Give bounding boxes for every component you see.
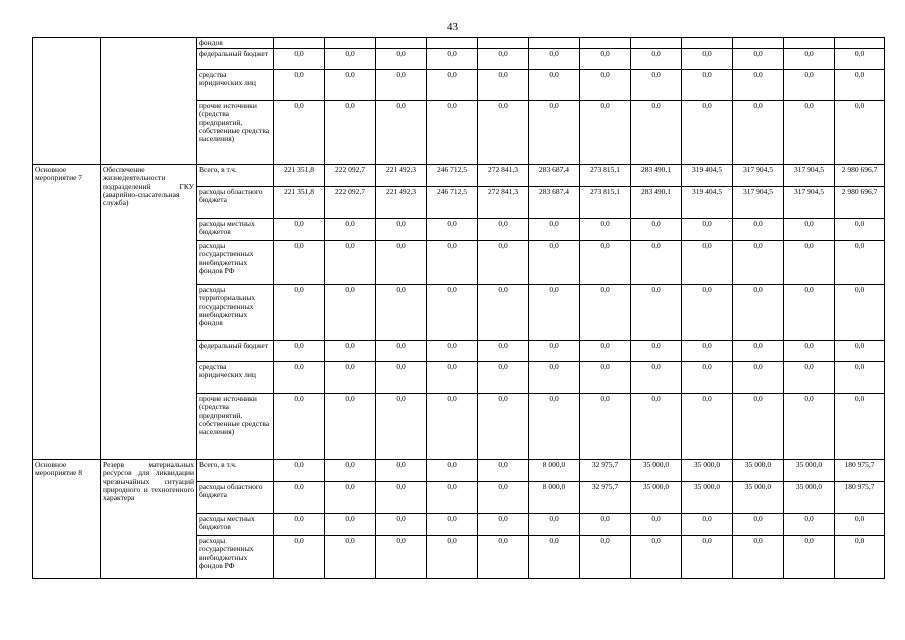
value-cell (835, 38, 885, 49)
value-cell: 0,0 (733, 341, 784, 362)
value-cell: 0,0 (682, 101, 733, 165)
funding-source: федеральный бюджет (197, 341, 274, 362)
value-cell: 0,0 (427, 219, 478, 241)
value-cell: 0,0 (325, 460, 376, 482)
value-cell: 0,0 (274, 285, 325, 341)
value-cell: 0,0 (376, 536, 427, 579)
value-cell: 35 000,0 (682, 460, 733, 482)
value-cell: 0,0 (376, 49, 427, 70)
value-cell: 0,0 (784, 362, 835, 394)
value-cell: 0,0 (835, 285, 885, 341)
value-cell: 0,0 (427, 241, 478, 285)
value-cell: 0,0 (631, 536, 682, 579)
value-cell: 0,0 (427, 49, 478, 70)
measure-label: Основное мероприятие 8 (33, 460, 101, 579)
value-cell: 317 904,5 (733, 187, 784, 219)
value-cell (580, 38, 631, 49)
value-cell: 2 980 696,7 (835, 165, 885, 187)
value-cell: 0,0 (325, 70, 376, 101)
value-cell: 0,0 (427, 514, 478, 536)
value-cell: 283 490,1 (631, 187, 682, 219)
value-cell: 0,0 (478, 536, 529, 579)
table-body (33, 38, 885, 579)
value-cell: 0,0 (835, 49, 885, 70)
value-cell: 0,0 (784, 101, 835, 165)
value-cell (529, 38, 580, 49)
value-cell: 0,0 (682, 49, 733, 70)
value-cell: 0,0 (682, 285, 733, 341)
value-cell: 0,0 (631, 341, 682, 362)
value-cell: 0,0 (529, 70, 580, 101)
value-cell: 0,0 (376, 482, 427, 514)
value-cell: 0,0 (784, 536, 835, 579)
value-cell: 283 687,4 (529, 165, 580, 187)
page-number: 43 (447, 21, 458, 33)
value-cell: 0,0 (325, 362, 376, 394)
value-cell: 0,0 (427, 394, 478, 460)
value-cell: 0,0 (682, 341, 733, 362)
value-cell: 0,0 (682, 514, 733, 536)
value-cell: 8 000,0 (529, 482, 580, 514)
value-cell: 0,0 (376, 514, 427, 536)
value-cell: 0,0 (274, 394, 325, 460)
value-cell: 0,0 (478, 70, 529, 101)
funding-source: федеральный бюджет (197, 49, 274, 70)
value-cell: 0,0 (682, 219, 733, 241)
value-cell: 0,0 (325, 482, 376, 514)
table-row (33, 460, 885, 482)
value-cell: 0,0 (376, 394, 427, 460)
value-cell: 0,0 (835, 241, 885, 285)
value-cell: 0,0 (478, 482, 529, 514)
value-cell: 0,0 (733, 514, 784, 536)
value-cell: 319 404,5 (682, 165, 733, 187)
value-cell: 222 092,7 (325, 165, 376, 187)
value-cell: 0,0 (274, 101, 325, 165)
value-cell: 0,0 (529, 285, 580, 341)
value-cell: 0,0 (478, 514, 529, 536)
funding-source: расходы областного бюджета (197, 187, 274, 219)
value-cell: 35 000,0 (733, 460, 784, 482)
value-cell: 0,0 (325, 219, 376, 241)
value-cell: 0,0 (376, 70, 427, 101)
table-row (33, 165, 885, 187)
value-cell: 0,0 (733, 219, 784, 241)
value-cell: 0,0 (478, 241, 529, 285)
value-cell: 0,0 (733, 70, 784, 101)
value-cell: 0,0 (529, 536, 580, 579)
value-cell: 35 000,0 (784, 460, 835, 482)
value-cell (682, 38, 733, 49)
value-cell: 0,0 (835, 536, 885, 579)
value-cell: 0,0 (631, 49, 682, 70)
value-cell: 317 904,5 (784, 187, 835, 219)
value-cell: 0,0 (325, 101, 376, 165)
value-cell: 0,0 (274, 482, 325, 514)
value-cell: 0,0 (529, 241, 580, 285)
value-cell: 0,0 (580, 101, 631, 165)
funding-source: расходы государственных внебюджетных фондов РФ (197, 536, 274, 579)
funding-source: расходы областного бюджета (197, 482, 274, 514)
value-cell: 0,0 (580, 219, 631, 241)
value-cell: 0,0 (325, 514, 376, 536)
value-cell: 0,0 (529, 362, 580, 394)
value-cell: 0,0 (478, 219, 529, 241)
value-cell: 221 492,3 (376, 187, 427, 219)
value-cell: 0,0 (580, 536, 631, 579)
value-cell: 0,0 (682, 394, 733, 460)
value-cell: 0,0 (478, 394, 529, 460)
value-cell: 0,0 (376, 341, 427, 362)
value-cell: 0,0 (784, 514, 835, 536)
value-cell (427, 38, 478, 49)
measure-label (33, 38, 101, 165)
value-cell: 0,0 (784, 341, 835, 362)
value-cell: 0,0 (274, 362, 325, 394)
value-cell: 0,0 (427, 70, 478, 101)
value-cell: 0,0 (529, 394, 580, 460)
value-cell: 0,0 (274, 241, 325, 285)
value-cell: 0,0 (733, 101, 784, 165)
value-cell: 0,0 (733, 241, 784, 285)
value-cell: 0,0 (478, 460, 529, 482)
value-cell: 319 404,5 (682, 187, 733, 219)
funding-source: Всего, в т.ч. (197, 165, 274, 187)
value-cell: 0,0 (376, 219, 427, 241)
value-cell: 35 000,0 (733, 482, 784, 514)
budget-table (32, 37, 885, 579)
value-cell: 35 000,0 (784, 482, 835, 514)
value-cell: 0,0 (631, 362, 682, 394)
funding-source: прочие источники (средства предприятий, собственные средства населения) (197, 394, 274, 460)
value-cell: 221 351,8 (274, 165, 325, 187)
value-cell: 0,0 (580, 241, 631, 285)
value-cell: 272 841,3 (478, 165, 529, 187)
value-cell: 221 351,8 (274, 187, 325, 219)
value-cell: 0,0 (835, 219, 885, 241)
value-cell: 0,0 (325, 49, 376, 70)
value-cell: 35 000,0 (631, 482, 682, 514)
value-cell: 0,0 (733, 362, 784, 394)
value-cell: 2 980 696,7 (835, 187, 885, 219)
value-cell: 0,0 (274, 49, 325, 70)
value-cell: 0,0 (580, 70, 631, 101)
value-cell: 0,0 (376, 241, 427, 285)
measure-description (101, 38, 197, 165)
funding-source: средства юридических лиц (197, 362, 274, 394)
funding-source: расходы территориальных государственных внебюджетных фондов (197, 285, 274, 341)
value-cell: 0,0 (631, 394, 682, 460)
value-cell: 0,0 (580, 285, 631, 341)
measure-label: Основное мероприятие 7 (33, 165, 101, 460)
value-cell: 0,0 (274, 536, 325, 579)
value-cell: 0,0 (580, 514, 631, 536)
value-cell: 180 975,7 (835, 460, 885, 482)
value-cell: 0,0 (427, 285, 478, 341)
value-cell: 246 712,5 (427, 187, 478, 219)
value-cell: 273 815,1 (580, 165, 631, 187)
value-cell: 0,0 (835, 101, 885, 165)
value-cell: 317 904,5 (784, 165, 835, 187)
funding-source: расходы местных бюджетов (197, 219, 274, 241)
value-cell: 0,0 (733, 49, 784, 70)
value-cell: 0,0 (529, 341, 580, 362)
value-cell: 0,0 (274, 70, 325, 101)
value-cell: 0,0 (274, 341, 325, 362)
value-cell: 0,0 (478, 362, 529, 394)
value-cell: 0,0 (325, 341, 376, 362)
value-cell: 283 490,1 (631, 165, 682, 187)
value-cell: 0,0 (478, 49, 529, 70)
value-cell: 0,0 (682, 536, 733, 579)
value-cell: 0,0 (835, 70, 885, 101)
value-cell: 0,0 (529, 219, 580, 241)
value-cell (784, 38, 835, 49)
value-cell: 0,0 (784, 70, 835, 101)
value-cell: 0,0 (376, 101, 427, 165)
value-cell: 0,0 (427, 101, 478, 165)
value-cell: 0,0 (529, 514, 580, 536)
value-cell: 0,0 (835, 362, 885, 394)
value-cell: 0,0 (682, 70, 733, 101)
value-cell: 0,0 (427, 536, 478, 579)
value-cell: 0,0 (682, 241, 733, 285)
value-cell (325, 38, 376, 49)
funding-source: Всего, в т.ч. (197, 460, 274, 482)
value-cell: 8 000,0 (529, 460, 580, 482)
value-cell: 272 841,3 (478, 187, 529, 219)
value-cell: 0,0 (835, 514, 885, 536)
value-cell: 283 687,4 (529, 187, 580, 219)
value-cell: 0,0 (631, 241, 682, 285)
funding-source: фондов (197, 38, 274, 49)
value-cell: 0,0 (733, 394, 784, 460)
value-cell (733, 38, 784, 49)
value-cell: 0,0 (325, 394, 376, 460)
value-cell: 0,0 (478, 341, 529, 362)
value-cell: 0,0 (376, 362, 427, 394)
funding-source: средства юридических лиц (197, 70, 274, 101)
measure-description: Резерв материальных ресурсов для ликвидации чрезвычайных ситуаций природного и техногенного характера (101, 460, 197, 579)
value-cell: 222 092,7 (325, 187, 376, 219)
value-cell: 180 975,7 (835, 482, 885, 514)
value-cell: 0,0 (580, 49, 631, 70)
value-cell: 0,0 (580, 341, 631, 362)
value-cell: 0,0 (529, 49, 580, 70)
value-cell: 0,0 (529, 101, 580, 165)
value-cell: 0,0 (631, 285, 682, 341)
value-cell: 0,0 (376, 285, 427, 341)
value-cell: 0,0 (682, 362, 733, 394)
funding-source: расходы государственных внебюджетных фондов РФ (197, 241, 274, 285)
value-cell: 0,0 (631, 514, 682, 536)
value-cell: 0,0 (835, 341, 885, 362)
measure-description: Обеспечение жизнедеятельности подразделений ГКУ (аварийно-спасательная служба) (101, 165, 197, 460)
value-cell (631, 38, 682, 49)
value-cell: 32 975,7 (580, 460, 631, 482)
value-cell (376, 38, 427, 49)
value-cell: 221 492,3 (376, 165, 427, 187)
value-cell (478, 38, 529, 49)
value-cell: 0,0 (784, 241, 835, 285)
value-cell (274, 38, 325, 49)
value-cell: 0,0 (733, 285, 784, 341)
value-cell: 0,0 (784, 219, 835, 241)
value-cell: 0,0 (784, 49, 835, 70)
value-cell: 0,0 (427, 482, 478, 514)
value-cell: 0,0 (631, 70, 682, 101)
value-cell: 0,0 (631, 219, 682, 241)
value-cell: 0,0 (784, 394, 835, 460)
value-cell: 0,0 (427, 460, 478, 482)
value-cell: 0,0 (580, 362, 631, 394)
funding-source: расходы местных бюджетов (197, 514, 274, 536)
value-cell: 0,0 (274, 219, 325, 241)
value-cell: 0,0 (478, 101, 529, 165)
value-cell: 0,0 (580, 394, 631, 460)
value-cell: 35 000,0 (682, 482, 733, 514)
value-cell: 0,0 (325, 241, 376, 285)
table-row (33, 38, 885, 49)
value-cell: 0,0 (274, 460, 325, 482)
value-cell: 35 000,0 (631, 460, 682, 482)
value-cell: 0,0 (376, 460, 427, 482)
funding-source: прочие источники (средства предприятий, собственные средства населения) (197, 101, 274, 165)
value-cell: 0,0 (784, 285, 835, 341)
value-cell: 0,0 (478, 285, 529, 341)
value-cell: 0,0 (631, 101, 682, 165)
value-cell: 0,0 (274, 514, 325, 536)
value-cell: 246 712,5 (427, 165, 478, 187)
value-cell: 317 904,5 (733, 165, 784, 187)
value-cell: 0,0 (427, 362, 478, 394)
value-cell: 273 815,1 (580, 187, 631, 219)
value-cell: 32 975,7 (580, 482, 631, 514)
value-cell: 0,0 (733, 536, 784, 579)
value-cell: 0,0 (835, 394, 885, 460)
value-cell: 0,0 (325, 536, 376, 579)
value-cell: 0,0 (325, 285, 376, 341)
value-cell: 0,0 (427, 341, 478, 362)
